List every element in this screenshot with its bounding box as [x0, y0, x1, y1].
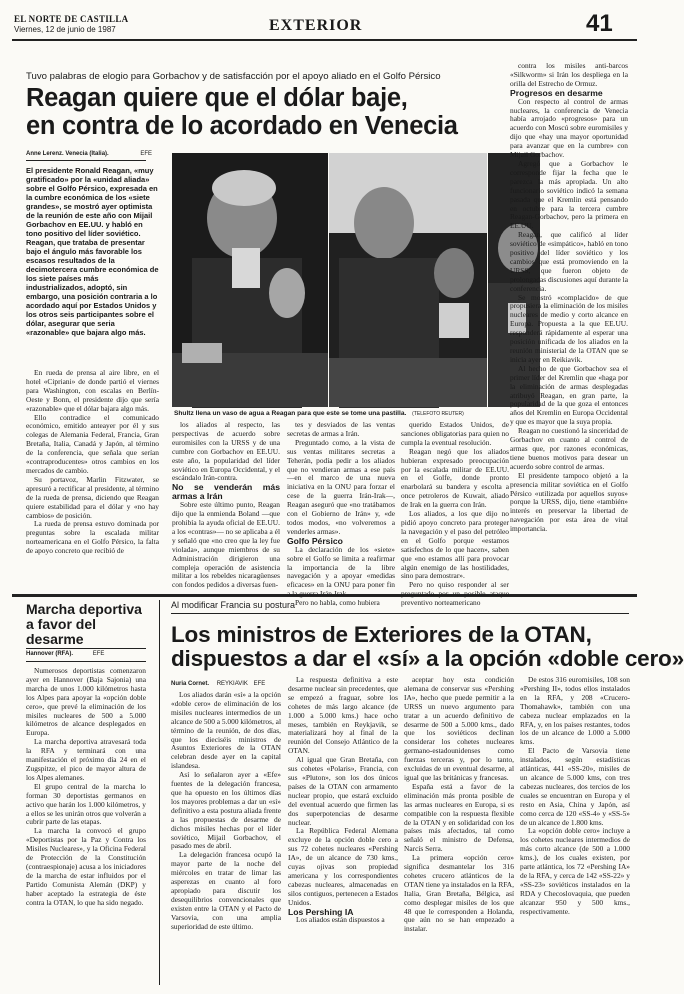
- article2-headline: Marcha deportiva a favor del desarme: [26, 601, 142, 647]
- paragraph: La marcha la convocó el grupo «Deportistas por la Paz y Contra los Misiles Nucleares», y la Oficina Federal de Protección de la Constitución (contraespionaje) acusa a los iniciadores de la marcha de estar influidos por el Partido Comunista Alemán (DKP) y haber aceptado la estrategia de éste contra la OTAN, lo que ha sido negado.: [26, 826, 146, 907]
- article3-column-3: [404, 676, 514, 985]
- paragraph: Se mostró «complacido» de que propusiera la eliminación de los misiles nucleares de medio y corto alcance en Europa. Propuesta a la que EE.UU. responderá rápidamente al esperar una posición unificada de los aliados en la reunión ministerial de la OTAN que se inicia ayer en Reikiavik.: [510, 292, 628, 364]
- paragraph: querido Estados Unidos, de sanciones obligatorias para quien no cumpla la eventual resolución.: [401, 420, 509, 447]
- paragraph: Los aliados están dispuestos a: [296, 915, 385, 925]
- paragraph: La República Federal Alemana excluye de la opción doble cero a sus 72 cohetes nucleares «Pershing IA», de un alcance de 730 kms., cuyas ojivas son propiedad americana y los correspondientes cabezas nucleares, almacenadas en silos contiguos, pertenecen a Estados Unidos.: [288, 826, 398, 907]
- article3-place: REYKIAVIK: [216, 681, 248, 687]
- article3-kicker-rule: [171, 613, 629, 614]
- article1-byline: [26, 151, 152, 157]
- paragraph: España está a favor de la eliminación más pronta posible de las armas nucleares en Europa, si es compatible con la respuesta flexible de la OTAN y en solidaridad con los países más afectados, tal como señaló el ministro de Defensa, Narcís Serra.: [404, 781, 514, 854]
- paragraph: Pero no quiso responder al ser preventivo norteamericano: [401, 580, 509, 608]
- article1-headline-line2: en contra de lo acordado en Venecia: [26, 112, 458, 140]
- paragraph: aceptar hoy esta condición alemana de conservar sus «Pershing IA», hecho que puede permitir a la URSS un nuevo argumento para tratar a un acuerdo definitivo de desarme de 500 a 5.000 kms., dado que los soviéticos declinan considerar los cohetes nucleares germano-estadounidenses como fuerzas terceras y, por lo tanto, excluidas de un eventual desarme, al igual que las británicas y francesas.: [404, 675, 514, 782]
- paragraph: La primera «opción cero» significa desmantelar los 316 cohetes crucero atlánticos de la OTAN tiene ya instalados en la RFA, Italia, Gran Bretaña, Bélgica, así como desplegar misiles de los que 48 que le corresponden a Holanda, que aún no se han empezado a instalar.: [404, 853, 514, 934]
- article3-byline-author: Nuria Cornet.: [171, 681, 210, 687]
- paragraph: La «opción doble cero» incluye a los cohetes nucleares intermedios de más corto alcance (de 500 a 1.000 kms.), de los cuales existen, por parte atlántica, los 72 «Pershing IA» de la RFA, y cerca de 142 «SS-22» y «SS-23» soviéticos instalados en la RDA y Checoslovaquia, que pueden alcanzar 950 y 500 kms., respectivamente.: [520, 826, 630, 916]
- article1-column-2: [172, 421, 280, 590]
- paragraph: Pero no habla, como hubiera: [295, 598, 380, 608]
- article3-column-4: [520, 676, 630, 985]
- article3-agency: EFE: [253, 681, 266, 687]
- paragraph: Los aliados darán «sí» a la opción «doble cero» de eliminación de los misiles nucleares intermedios de un alcance de 500 a 5.000 kilómetros, al término de la reunión, de dos días, que los dieciséis ministros de Asuntos Exteriores de la OTAN celebran desde ayer en la capital islandesa.: [171, 690, 282, 771]
- section-title: EXTERIOR: [269, 17, 363, 34]
- article2-byline-place: Hannover (RFA).: [26, 651, 74, 657]
- article1-agency: EFE: [140, 151, 153, 157]
- article3-byline: [171, 681, 265, 687]
- paragraph: Con respecto al control de armas nucleares, la conferencia de Venecia había arrojado «progresos» para un acuerdo con Moscú sobre euromisiles y dijo que «hay una mayor oportunidad para avanzar que en la cumbre» con Mijail Gorbachov.: [510, 96, 628, 160]
- article2-byline: [26, 651, 104, 657]
- article1-byline-author: Anne Lerenz. Venecia (Italia).: [26, 151, 109, 157]
- paragraph: La marcha deportiva atravesará toda la RFA y terminará con una manifestación el próximo día 24 en el Zugspitze, el pico de mayor altura de los Alpes alemanes.: [26, 737, 146, 782]
- paragraph: Al hecho de que Gorbachov sea el primer líder del Kremlin que «haga por la eliminación de armas desplegadas atribuyó Reagan, en gran parte, la popularidad de la que goza el entonces años del Kremlin en Europa Occidental y que es mayor que la suya propia.: [510, 363, 628, 427]
- paragraph: Así lo señalaron ayer a «Efe» fuentes de la delegación francesa, que ha opuesto en los últimos días los mayores problemas a dar un «sí» definitivo a esta postura aliada frente a las propuestas de desarme de dichos misiles hechas por el líder soviético, Mijail Gorbachov, el pasado mes de abril.: [171, 770, 281, 851]
- paragraph: La rueda de prensa estuvo dominada por preguntas sobre la escalada militar norteamericana en el Golfo Pérsico, la falta de apoyo concreto que recibió de: [26, 519, 159, 556]
- photo-credit: (TELEFOTO REUTER): [412, 411, 464, 417]
- paragraph: Ello contradice el comunicado económico, emitido anteayer por él y sus colegas de Alemania Federal, Francia, Gran Bretaña, Italia, Canadá y Japón, al término de la conferencia, que señala que serían «contraproducentes» otros cambios en los mercados de cambio.: [26, 412, 159, 475]
- subheading-pershing-ia: Los Pershing IA: [288, 906, 354, 917]
- article1-column-1: [26, 369, 159, 590]
- photo-caption: [174, 410, 464, 417]
- article2-rule-2: [26, 661, 146, 662]
- paragraph: Reagan no cuestionó la sinceridad de Gorbachov en cuanto al control de armas que, por razones económicas, tiene buenos motivos para desear un acuerdo sobre control de armas.: [510, 426, 628, 471]
- paragraph: Reagan negó que los aliados hubieran expresado preocupación por la escalada militar de EE.UU. en el Golfe, donde pronto enarbolará su bandera y escolta a once petroleros de Kuwait, aliado de Irak en la guerra con Irán.: [401, 446, 509, 510]
- photo-reagan-glass: [172, 153, 328, 407]
- paragraph: El presidente tampoco objetó a la presencia militar soviética en el Golfo Pérsico «utilizada por aquellos suyos» porque la URSS, dijo, tiene «también» interés en preservar la libertad de navegación por esta área de vital importancia.: [510, 470, 628, 534]
- paragraph: Su portavoz, Marlin Fitzwater, se apresuró a rectificar al presidente, al término de la rueda de prensa, diciendo que Reagan quiere estabilidad para el dólar y «no hay cambios» de posición.: [26, 474, 159, 520]
- article2-body: [26, 667, 146, 985]
- paragraph: Al igual que Gran Bretaña, con sus cohetes «Polaris», Francia, con sus «Pluton», son los dos únicos países de la OTAN con armamento nuclear propio, que estará excluido del eventual acuerdo que firmen las dos superpotencias de desarme nuclear.: [288, 755, 398, 827]
- photo-caption-text: Shultz llena un vaso de agua a Reagan para que este se tome una pastilla.: [174, 410, 407, 417]
- article1-kicker: Tuvo palabras de elogio para Gorbachov y de satisfacción por el apoyo aliado en el Golfo Pérsico: [26, 71, 441, 82]
- paragraph: Preguntado como, a la vista de sus ventas militares secretas a Teherán, podía pedir a los aliados que no vendieran armas a ese país —en el marco de una nueva iniciativa en la ONU para forzar el cese de la guerra Irán-Irak—, Reagan aseguró que «no tratábamos con el Gobierno de Irán» y, «de todos modos, «no volveremos a venderles armas».: [287, 437, 395, 536]
- article3-kicker: Al modificar Francia su postura: [171, 600, 296, 610]
- article1-lead: El presidente Ronald Reagan, «muy gratificado» por la «unidad aliada» sobre el Golfo Pérsico, expresada en la cumbre económica de los «siete grandes», se mostró ayer optimista de la reunión de este año con Mijail Gorbachov en EE.UU. y habló en tono positivo del líder soviético. Reagan, que trataba de presentar bajo el ángulo más favorable los escasos resultados de la decimotercera cumbre económica de los siete países más industrializados, adoptó, sin embargo, una posición contraria a lo acordado aquí por Estados Unidos y los otros seis participantes sobre el dólar, asegurar que seria «razonable» que bajara algo más.: [26, 166, 159, 337]
- paragraph: La delegación francesa ocupó la mayor parte de la noche del miércoles en tratar de limar las asperezas en cuanto al foro apropiado para discutir los desequilibrios convencionales que existen entre la OTAN y el Pacto de Varsovia, con una amplia superioridad de este último.: [171, 850, 281, 931]
- article-divider: [12, 594, 637, 597]
- subheading-progresos-desarme: Progresos en desarme: [510, 87, 603, 98]
- page-number: 41: [586, 10, 613, 37]
- paragraph: Los aliados, a los que dijo no pidió apoyo concreto para proteger la navegación y el paso del petróleo en el Golfo porque «estamos satisfechos de lo que hacen», saben que «no estamos allí para provocar algún enemigo de las hostilidades, sino para demostrar».: [401, 509, 509, 581]
- issue-date: Viernes, 12 de junio de 1987: [14, 25, 116, 34]
- paragraph: El Pacto de Varsovia tiene instalados, según estadísticas atlánticas, 441 «SS-20», misiles de un alcance de 5.000 kms, con tres cabezas nucleares, dos tercios de los cuales se encuentran en Europa y el resto en Asia, China y Japón, así como cerca de 120 «SS-4» y «SS-5» de un alcance de 1.800 kms.: [520, 746, 630, 827]
- paragraph: Reagan, que calificó al líder soviético de «simpático», habló en tono positivo del líder soviético y los cambios que está promoviendo en la URSS, que fueron objeto de prolongadas discusiones aquí durante la conferencia.: [510, 230, 628, 293]
- article3-column-1: [171, 691, 281, 985]
- paragraph: Numerosos deportistas comenzaron ayer en Hannover (Baja Sajonia) una marcha de unos 1.000 kilómetros hasta los Alpes para apoyar la «opción doble cero», que prevé la eliminación de los misiles nucleares de 500 a 5.000 kilómetros de alcance desplegados en Europa.: [26, 666, 146, 738]
- article1-headline-line1: Reagan quiere que el dólar baje,: [26, 84, 408, 112]
- article3-headline-line1: Los ministros de Exteriores de la OTAN,: [171, 622, 592, 647]
- paragraph: contra los misiles anti-barcos «Silkworm» si Irán los despliega en la orilla del Estrecho de Ormuz.: [510, 61, 628, 88]
- paragraph: La declaración de los «siete» sobre el Golfo se limita a reafirmar la importancia de la libre navegación y a apoyar «medidas eficaces» en la ONU para poner fin: [287, 544, 395, 590]
- article2-rule: [26, 648, 146, 649]
- paragraph: Sobre este último punto, Reagan dijo que la enmienda Boland —que prohibía la ayuda oficial de EE.UU. a los «contras»— no se aplicaba a él y señaló que «no creo que la ley fue violada», aunque miembros de su Administración dirigieron una compleja operación de asistencia militar a los rebeldes nicaragüenses con fondos pedidos a diversas fuen-: [172, 500, 280, 590]
- photo-shultz-water: [329, 153, 487, 407]
- article2-agency: EFE: [92, 651, 105, 657]
- column-rule: [159, 600, 160, 985]
- paragraph: El grupo central de la marcha lo forman 30 deportistas germanos en activo que harán los 1.000 kilómetros, y a ellos se les unirán otros que volverán a cubrir parte de las etapas.: [26, 781, 146, 827]
- article3-column-2: [288, 676, 398, 985]
- paragraph: Agregó que a Gorbachov le corresponde fijar la fecha que le parezca la más apropiada. Un alto funcionario soviético indicó la semana pasada que el Kremlin está pensando en octubre para la tercera cumbre Reagan-Gorbachov, pero la primera en EE.UU.: [510, 158, 628, 231]
- article1-column-5: [510, 62, 628, 590]
- paragraph: los aliados al respecto, las perspectivas de acuerdo sobre euromisiles con la URSS y de una cumbre con Gorbachov en EE.UU. este año, la popularidad del líder soviético en Europa Occidental, y el escándalo Irán-contra.: [172, 420, 280, 483]
- subheading-no-armas-iran: No se venderán más armas a Irán: [172, 482, 280, 502]
- subheading-golfo-persico: Golfo Pérsico: [287, 535, 343, 546]
- masthead: EL NORTE DE CASTILLA: [14, 14, 129, 24]
- paragraph: En rueda de prensa al aire libre, en el hotel «Cipriani» de donde partió el viernes para Washington, con escalas en Berlín-Oeste y Bonn, el presidente dijo que sería «razonable» que el dólar bajara algo más.: [26, 368, 159, 413]
- article1-column-4: [401, 420, 509, 608]
- article3-headline-line2: dispuestos a dar el «sí» a la opción «doble cero»: [171, 646, 684, 671]
- paragraph: La respuesta definitiva a este desarme nuclear sin precedentes, que se empezó a fraguar, sobre los cohetes de más largo alcance (de 1.000 a 5.000 kms.) hace ocho meses, también en Reykjavik, se materializará hoy al final de la reunión del Consejo Atlántico de la OTAN.: [288, 675, 398, 756]
- header-rule: [12, 39, 637, 41]
- paragraph: tes y desviados de las ventas secretas de armas a Irán.: [287, 420, 395, 438]
- byline-rule: [26, 160, 146, 161]
- paragraph: De estos 316 euromisiles, 108 son «Pershing II», todos ellos instalados en la RFA, y 208 «Crucero-Thomahawk», también con una cabeza nuclear emplazados en la RFA, y, en los países restantes, todos los de un alcance de 1.000 a 5.000 kms.: [520, 675, 630, 747]
- article1-column-3: [287, 420, 395, 608]
